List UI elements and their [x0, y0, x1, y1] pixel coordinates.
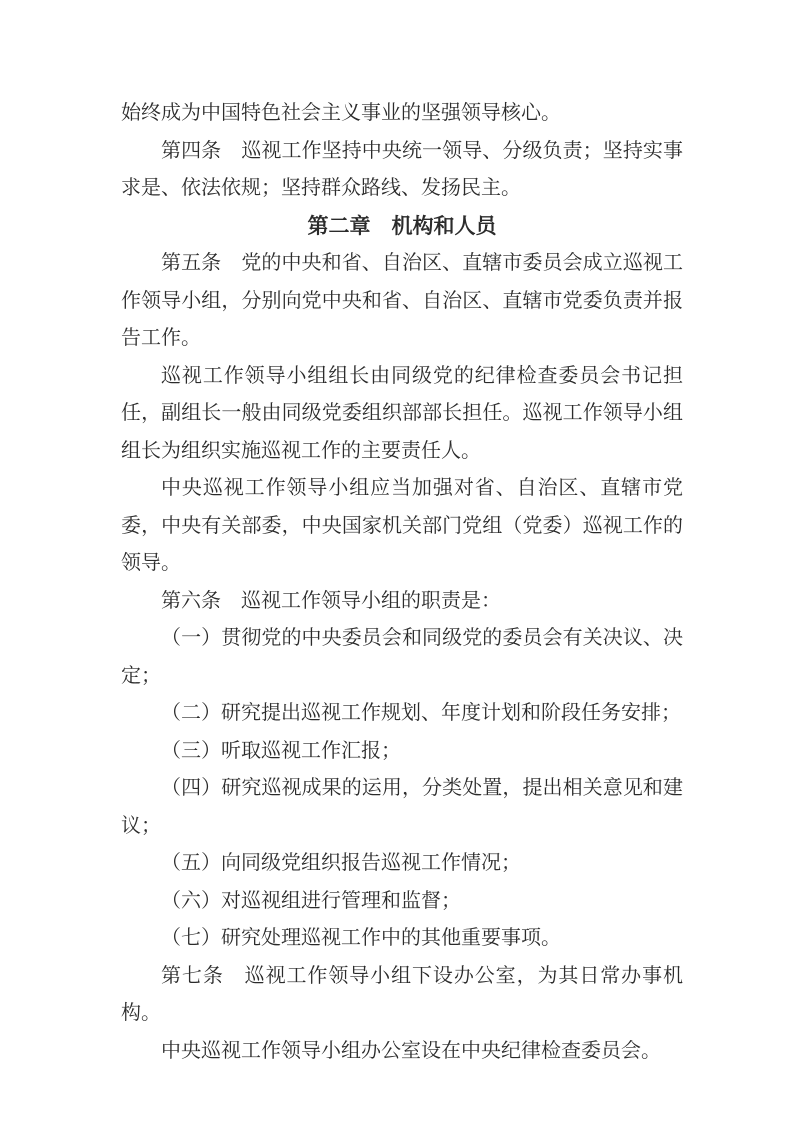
paragraph: （二）研究提出巡视工作规划、年度计划和阶段任务安排； — [161, 702, 681, 724]
paragraph: 第七条 巡视工作领导小组下设办公室，为其日常办事机构。 — [121, 964, 683, 1024]
paragraph: （一）贯彻党的中央委员会和同级党的委员会有关决议、决定； — [121, 627, 683, 687]
paragraph: 第五条 党的中央和省、自治区、直辖市委员会成立巡视工作领导小组，分别向党中央和省、自治区、直辖市党委负责并报告工作。 — [121, 252, 683, 349]
paragraph: 第四条 巡视工作坚持中央统一领导、分级负责；坚持实事求是、依法依规；坚持群众路线、发扬民主。 — [121, 139, 683, 199]
document-text-block — [121, 95, 683, 1070]
paragraph: （四）研究巡视成果的运用，分类处置，提出相关意见和建议； — [121, 777, 683, 837]
paragraph: 中央巡视工作领导小组应当加强对省、自治区、直辖市党委，中央有关部委，中央国家机关部门党组（党委）巡视工作的领导。 — [121, 477, 683, 574]
paragraph: （六）对巡视组进行管理和监督； — [161, 889, 461, 912]
paragraph: （五）向同级党组织报告巡视工作情况； — [161, 852, 521, 874]
chapter-heading: 第二章 机构和人员 — [307, 213, 497, 238]
paragraph: 第六条 巡视工作领导小组的职责是： — [161, 589, 501, 612]
paragraph: （三）听取巡视工作汇报； — [161, 739, 401, 762]
paragraph: 中央巡视工作领导小组办公室设在中央纪律检查委员会。 — [161, 1039, 661, 1062]
paragraph: （七）研究处理巡视工作中的其他重要事项。 — [161, 927, 561, 949]
paragraph: 巡视工作领导小组组长由同级党的纪律检查委员会书记担任，副组长一般由同级党委组织部部长担任。巡视工作领导小组组长为组织实施巡视工作的主要责任人。 — [121, 364, 683, 462]
paragraph: 始终成为中国特色社会主义事业的坚强领导核心。 — [121, 102, 561, 124]
